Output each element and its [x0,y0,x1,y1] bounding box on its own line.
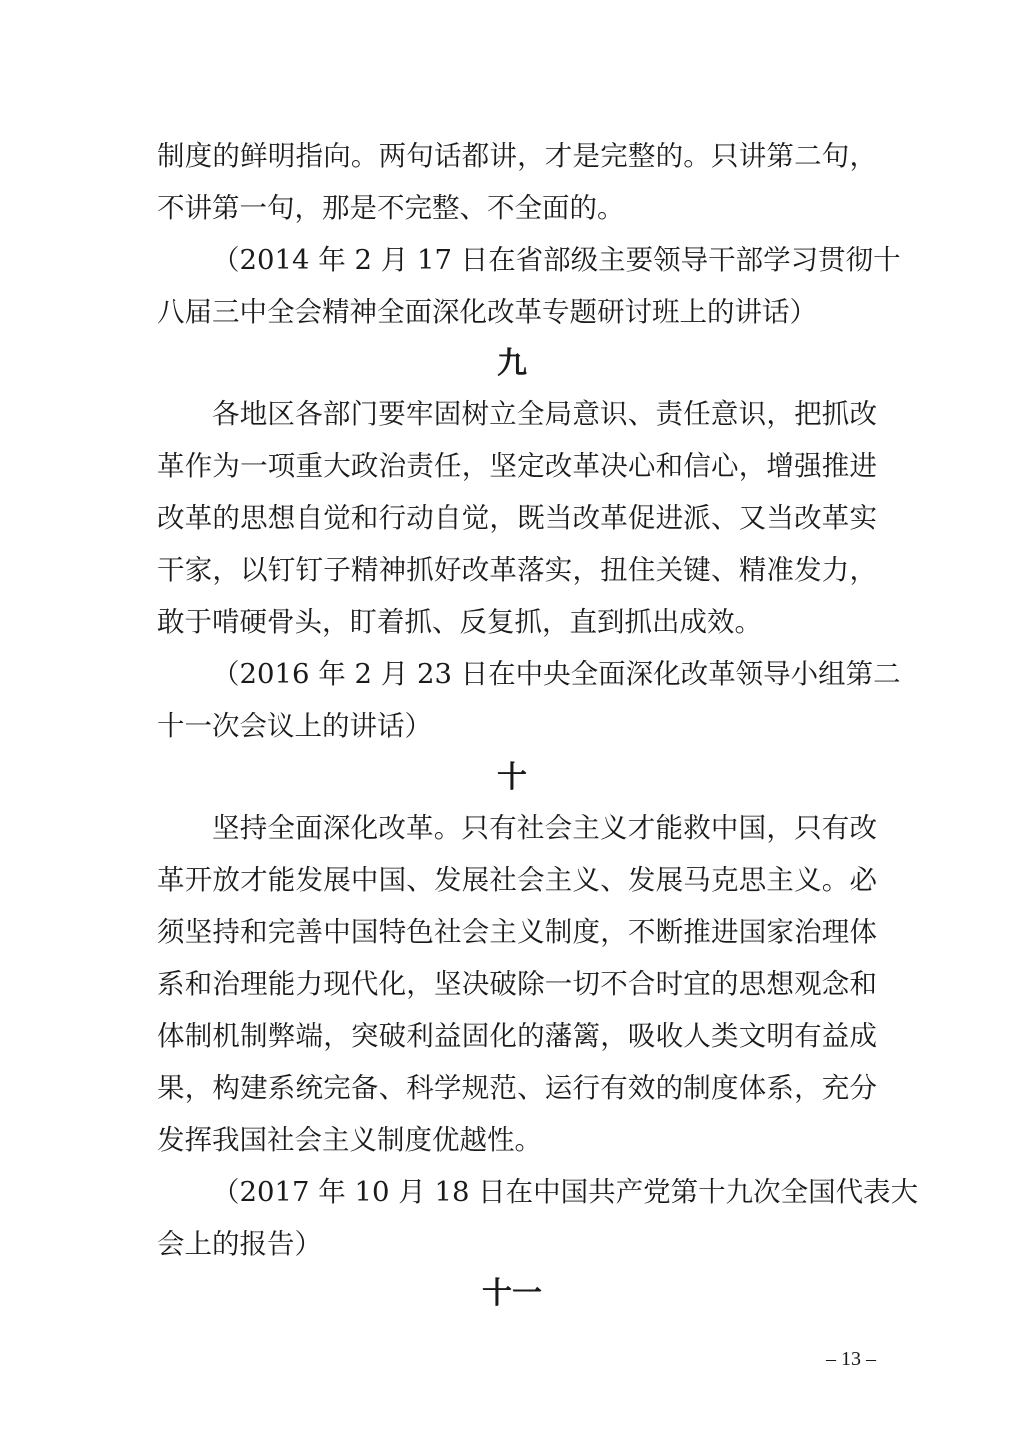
source-citation-line: 八届三中全会精神全面深化改革专题研讨班上的讲话） [157,296,817,328]
paragraph-line: 果，构建系统完备、科学规范、运行有效的制度体系，充分 [157,1072,877,1104]
section-heading: 九 [497,346,527,381]
paragraph-line: 系和治理能力现代化，坚决破除一切不合时宜的思想观念和 [157,968,877,1000]
paragraph-line: 敢于啃硬骨头，盯着抓、反复抓，直到抓出成效。 [157,606,762,638]
source-citation-line: （2016 年 2 月 23 日在中央全面深化改革领导小组第二 [212,658,901,690]
section-heading: 十一 [482,1276,542,1311]
page-number: – 13 – [826,1348,876,1370]
paragraph-line: 制度的鲜明指向。两句话都讲，才是完整的。只讲第二句， [157,140,877,172]
source-citation-line: 会上的报告） [157,1228,322,1260]
paragraph-line: 不讲第一句，那是不完整、不全面的。 [157,192,625,224]
paragraph-line: 体制机制弊端，突破利益固化的藩篱，吸收人类文明有益成 [157,1020,877,1052]
paragraph-line: 干家，以钉钉子精神抓好改革落实，扭住关键、精准发力， [157,554,877,586]
paragraph-line: 须坚持和完善中国特色社会主义制度，不断推进国家治理体 [157,916,877,948]
paragraph-line: 各地区各部门要牢固树立全局意识、责任意识，把抓改 [212,398,877,430]
paragraph-line: 革开放才能发展中国、发展社会主义、发展马克思主义。必 [157,864,877,896]
paragraph-line: 发挥我国社会主义制度优越性。 [157,1124,542,1156]
source-citation-line: （2017 年 10 月 18 日在中国共产党第十九次全国代表大 [212,1176,919,1208]
section-heading: 十 [497,760,527,795]
paragraph-line: 坚持全面深化改革。只有社会主义才能救中国，只有改 [212,812,877,844]
source-citation-line: （2014 年 2 月 17 日在省部级主要领导干部学习贯彻十 [212,244,901,276]
paragraph-line: 革作为一项重大政治责任，坚定改革决心和信心，增强推进 [157,450,877,482]
paragraph-line: 改革的思想自觉和行动自觉，既当改革促进派、又当改革实 [157,502,877,534]
source-citation-line: 十一次会议上的讲话） [157,710,432,742]
